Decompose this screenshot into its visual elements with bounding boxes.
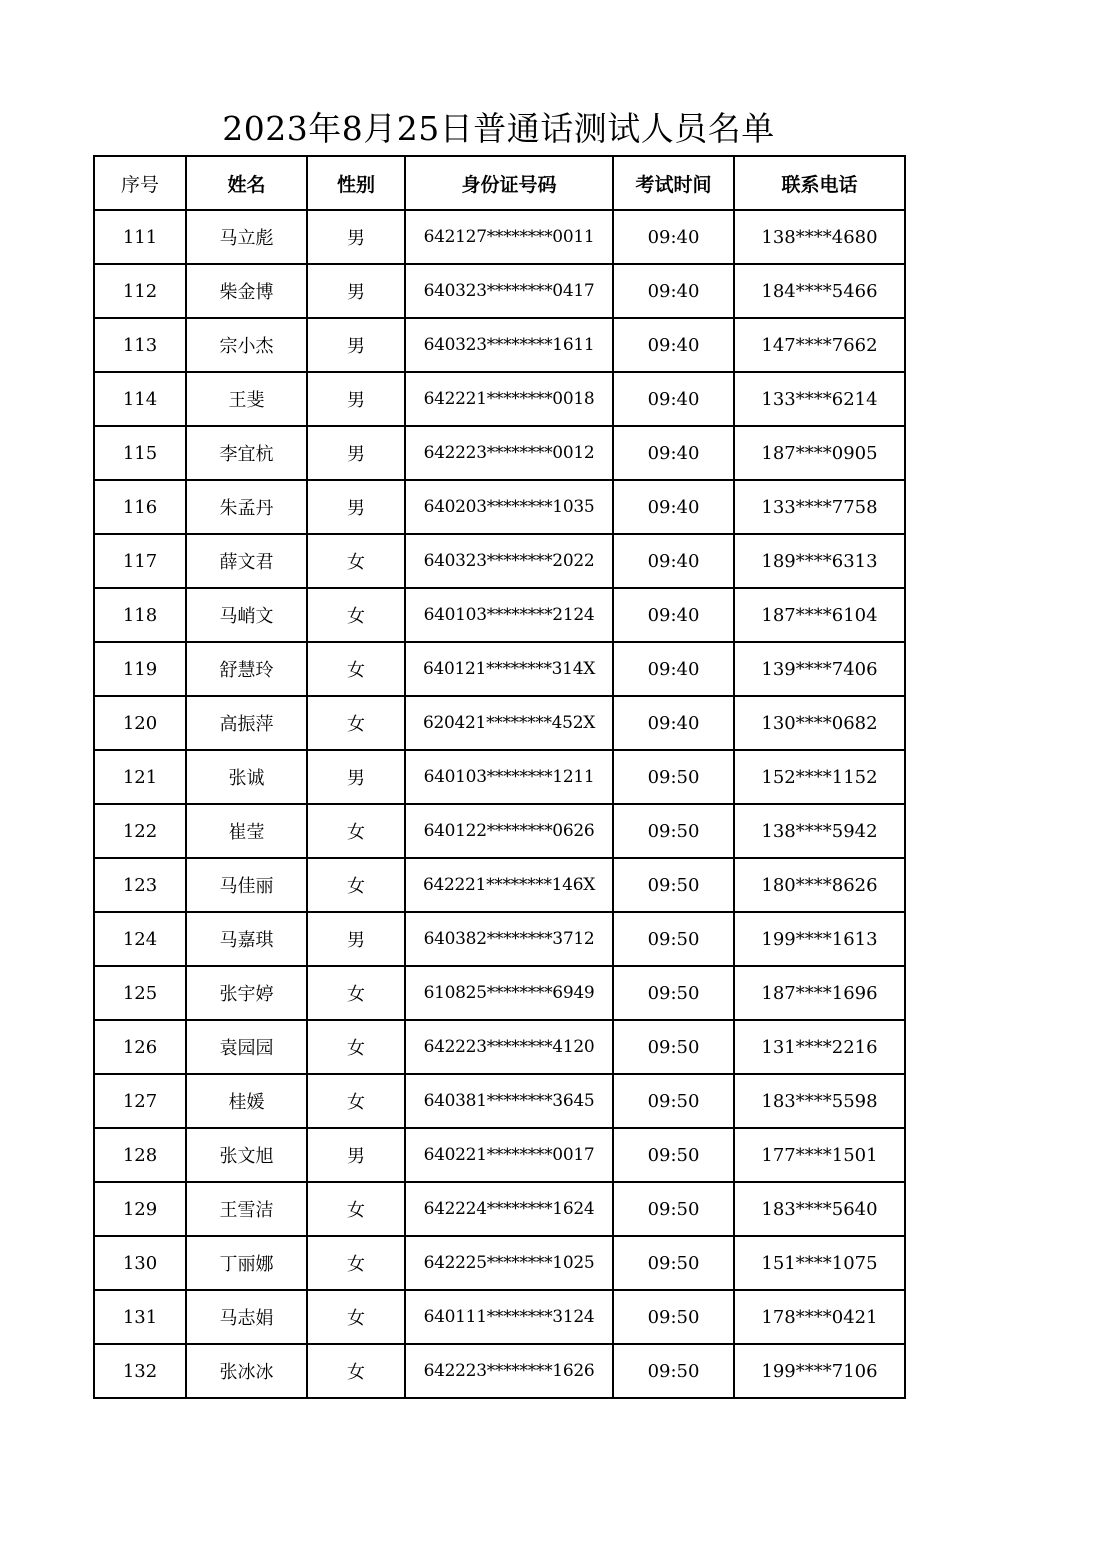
- table-row: [94, 642, 905, 696]
- cell-id: 610825********6949: [405, 966, 613, 1020]
- cell-gender: 女: [307, 1020, 405, 1074]
- cell-phone: 138****5942: [734, 804, 905, 858]
- cell-name: 袁园园: [186, 1020, 307, 1074]
- table-row: [94, 858, 905, 912]
- cell-seq: 123: [94, 858, 186, 912]
- table-row: [94, 750, 905, 804]
- table-row: [94, 426, 905, 480]
- cell-seq: 132: [94, 1344, 186, 1398]
- cell-id: 640203********1035: [405, 480, 613, 534]
- cell-gender: 男: [307, 750, 405, 804]
- cell-exam-time: 09:50: [613, 804, 734, 858]
- header-seq: 序号: [94, 156, 186, 210]
- cell-id: 640323********1611: [405, 318, 613, 372]
- cell-seq: 118: [94, 588, 186, 642]
- table-row: [94, 318, 905, 372]
- cell-exam-time: 09:40: [613, 642, 734, 696]
- cell-phone: 187****0905: [734, 426, 905, 480]
- cell-exam-time: 09:40: [613, 534, 734, 588]
- cell-exam-time: 09:50: [613, 1290, 734, 1344]
- cell-id: 640382********3712: [405, 912, 613, 966]
- cell-exam-time: 09:40: [613, 372, 734, 426]
- cell-seq: 126: [94, 1020, 186, 1074]
- cell-gender: 男: [307, 912, 405, 966]
- cell-id: 640381********3645: [405, 1074, 613, 1128]
- cell-phone: 151****1075: [734, 1236, 905, 1290]
- header-exam-time: 考试时间: [613, 156, 734, 210]
- cell-name: 张冰冰: [186, 1344, 307, 1398]
- cell-phone: 133****6214: [734, 372, 905, 426]
- cell-name: 马佳丽: [186, 858, 307, 912]
- cell-exam-time: 09:40: [613, 426, 734, 480]
- table-row: [94, 1128, 905, 1182]
- table-row: [94, 264, 905, 318]
- cell-seq: 124: [94, 912, 186, 966]
- cell-gender: 女: [307, 1344, 405, 1398]
- cell-exam-time: 09:40: [613, 588, 734, 642]
- table-row: [94, 480, 905, 534]
- cell-name: 李宜杭: [186, 426, 307, 480]
- table-row: [94, 1290, 905, 1344]
- cell-seq: 130: [94, 1236, 186, 1290]
- cell-phone: 183****5598: [734, 1074, 905, 1128]
- table-row: [94, 1236, 905, 1290]
- cell-id: 640221********0017: [405, 1128, 613, 1182]
- table-row: [94, 1344, 905, 1398]
- cell-gender: 女: [307, 858, 405, 912]
- cell-seq: 129: [94, 1182, 186, 1236]
- cell-exam-time: 09:50: [613, 858, 734, 912]
- cell-gender: 男: [307, 480, 405, 534]
- cell-phone: 130****0682: [734, 696, 905, 750]
- header-id-number: 身份证号码: [405, 156, 613, 210]
- cell-phone: 199****1613: [734, 912, 905, 966]
- table-row: [94, 1074, 905, 1128]
- cell-id: 642224********1624: [405, 1182, 613, 1236]
- cell-name: 朱孟丹: [186, 480, 307, 534]
- header-phone: 联系电话: [734, 156, 905, 210]
- cell-seq: 127: [94, 1074, 186, 1128]
- cell-seq: 114: [94, 372, 186, 426]
- cell-gender: 女: [307, 804, 405, 858]
- cell-gender: 男: [307, 318, 405, 372]
- cell-exam-time: 09:50: [613, 966, 734, 1020]
- roster-body: [94, 210, 905, 1398]
- cell-name: 马峭文: [186, 588, 307, 642]
- cell-id: 642221********0018: [405, 372, 613, 426]
- cell-name: 马立彪: [186, 210, 307, 264]
- cell-id: 640323********2022: [405, 534, 613, 588]
- cell-id: 642225********1025: [405, 1236, 613, 1290]
- cell-phone: 180****8626: [734, 858, 905, 912]
- cell-id: 640111********3124: [405, 1290, 613, 1344]
- cell-id: 642127********0011: [405, 210, 613, 264]
- cell-gender: 女: [307, 1236, 405, 1290]
- cell-phone: 152****1152: [734, 750, 905, 804]
- cell-name: 宗小杰: [186, 318, 307, 372]
- cell-phone: 183****5640: [734, 1182, 905, 1236]
- cell-exam-time: 09:50: [613, 1236, 734, 1290]
- cell-gender: 女: [307, 966, 405, 1020]
- cell-name: 王雪洁: [186, 1182, 307, 1236]
- cell-exam-time: 09:50: [613, 1128, 734, 1182]
- cell-id: 642223********0012: [405, 426, 613, 480]
- cell-name: 薛文君: [186, 534, 307, 588]
- cell-seq: 128: [94, 1128, 186, 1182]
- cell-id: 640121********314X: [405, 642, 613, 696]
- cell-name: 桂媛: [186, 1074, 307, 1128]
- cell-name: 舒慧玲: [186, 642, 307, 696]
- header-name: 姓名: [186, 156, 307, 210]
- cell-exam-time: 09:40: [613, 318, 734, 372]
- cell-phone: 189****6313: [734, 534, 905, 588]
- cell-name: 丁丽娜: [186, 1236, 307, 1290]
- cell-phone: 184****5466: [734, 264, 905, 318]
- cell-exam-time: 09:40: [613, 696, 734, 750]
- table-row: [94, 1020, 905, 1074]
- table-row: [94, 1182, 905, 1236]
- cell-gender: 女: [307, 588, 405, 642]
- cell-id: 620421********452X: [405, 696, 613, 750]
- cell-gender: 女: [307, 1290, 405, 1344]
- cell-id: 642223********4120: [405, 1020, 613, 1074]
- cell-seq: 112: [94, 264, 186, 318]
- header-row: [94, 156, 905, 210]
- cell-seq: 111: [94, 210, 186, 264]
- cell-phone: 131****2216: [734, 1020, 905, 1074]
- cell-id: 642221********146X: [405, 858, 613, 912]
- cell-seq: 116: [94, 480, 186, 534]
- cell-name: 马志娟: [186, 1290, 307, 1344]
- table-row: [94, 534, 905, 588]
- cell-exam-time: 09:50: [613, 1074, 734, 1128]
- cell-gender: 女: [307, 1074, 405, 1128]
- cell-phone: 133****7758: [734, 480, 905, 534]
- cell-id: 640103********1211: [405, 750, 613, 804]
- cell-seq: 113: [94, 318, 186, 372]
- cell-seq: 121: [94, 750, 186, 804]
- cell-id: 640323********0417: [405, 264, 613, 318]
- cell-gender: 女: [307, 534, 405, 588]
- table-row: [94, 588, 905, 642]
- table-row: [94, 912, 905, 966]
- cell-gender: 女: [307, 642, 405, 696]
- table-row: [94, 804, 905, 858]
- cell-name: 马嘉琪: [186, 912, 307, 966]
- cell-name: 张宇婷: [186, 966, 307, 1020]
- cell-seq: 125: [94, 966, 186, 1020]
- cell-gender: 男: [307, 372, 405, 426]
- table-row: [94, 696, 905, 750]
- cell-name: 柴金博: [186, 264, 307, 318]
- cell-phone: 178****0421: [734, 1290, 905, 1344]
- cell-id: 642223********1626: [405, 1344, 613, 1398]
- cell-exam-time: 09:40: [613, 264, 734, 318]
- cell-exam-time: 09:50: [613, 750, 734, 804]
- cell-seq: 117: [94, 534, 186, 588]
- cell-seq: 131: [94, 1290, 186, 1344]
- cell-exam-time: 09:50: [613, 1182, 734, 1236]
- cell-name: 高振萍: [186, 696, 307, 750]
- cell-id: 640122********0626: [405, 804, 613, 858]
- cell-gender: 男: [307, 210, 405, 264]
- cell-exam-time: 09:50: [613, 1344, 734, 1398]
- header-gender: 性别: [307, 156, 405, 210]
- cell-seq: 120: [94, 696, 186, 750]
- cell-exam-time: 09:40: [613, 210, 734, 264]
- cell-exam-time: 09:40: [613, 480, 734, 534]
- cell-gender: 女: [307, 696, 405, 750]
- cell-exam-time: 09:50: [613, 912, 734, 966]
- cell-gender: 男: [307, 264, 405, 318]
- cell-seq: 122: [94, 804, 186, 858]
- cell-gender: 男: [307, 426, 405, 480]
- cell-seq: 119: [94, 642, 186, 696]
- cell-name: 张文旭: [186, 1128, 307, 1182]
- roster-table: [93, 155, 906, 1399]
- cell-phone: 187****6104: [734, 588, 905, 642]
- cell-phone: 187****1696: [734, 966, 905, 1020]
- cell-name: 张诚: [186, 750, 307, 804]
- table-row: [94, 966, 905, 1020]
- cell-gender: 女: [307, 1182, 405, 1236]
- cell-phone: 139****7406: [734, 642, 905, 696]
- cell-id: 640103********2124: [405, 588, 613, 642]
- table-row: [94, 372, 905, 426]
- cell-gender: 男: [307, 1128, 405, 1182]
- cell-phone: 177****1501: [734, 1128, 905, 1182]
- table-row: [94, 210, 905, 264]
- cell-exam-time: 09:50: [613, 1020, 734, 1074]
- cell-phone: 138****4680: [734, 210, 905, 264]
- cell-phone: 147****7662: [734, 318, 905, 372]
- cell-name: 王斐: [186, 372, 307, 426]
- cell-phone: 199****7106: [734, 1344, 905, 1398]
- cell-name: 崔莹: [186, 804, 307, 858]
- cell-seq: 115: [94, 426, 186, 480]
- page-title: 2023年8月25日普通话测试人员名单: [222, 109, 775, 148]
